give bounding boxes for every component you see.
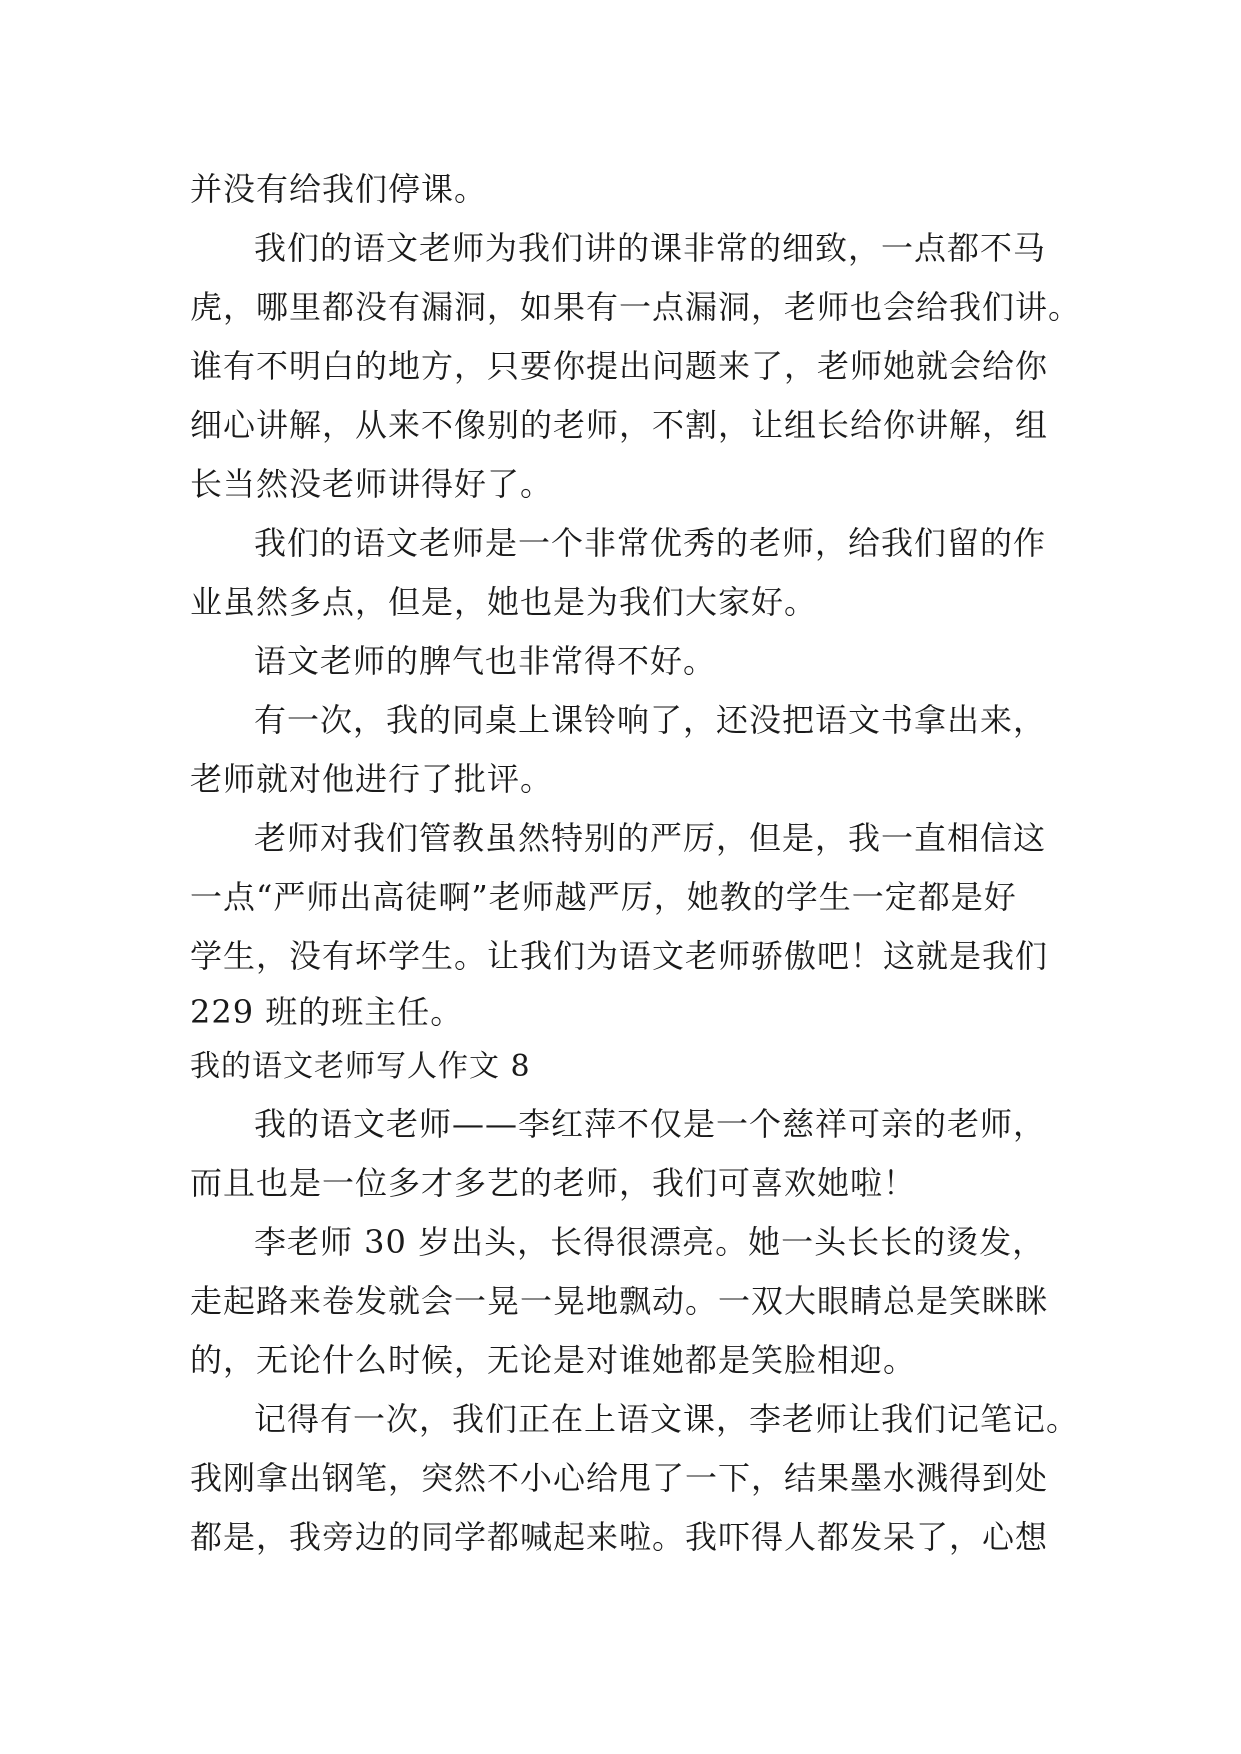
text-line: 而且也是一位多才多艺的老师，我们可喜欢她啦！ (190, 1164, 917, 1202)
section-heading: 我的语文老师写人作文 8 (190, 1049, 531, 1084)
text-line: 老师就对他进行了批评。 (190, 760, 554, 798)
text-line: 语文老师的脾气也非常得不好。 (254, 642, 717, 680)
text-line: 我们的语文老师是一个非常优秀的老师，给我们留的作 (254, 524, 1047, 562)
text-line: 长当然没老师讲得好了。 (190, 465, 554, 503)
text-line: 并没有给我们停课。 (190, 170, 488, 208)
text-line: 虎，哪里都没有漏洞，如果有一点漏洞，老师也会给我们讲。 (190, 288, 1082, 326)
text-line: 都是，我旁边的同学都喊起来啦。我吓得人都发呆了，心想 (190, 1518, 1049, 1556)
text-line: 我的语文老师——李红萍不仅是一个慈祥可亲的老师， (254, 1105, 1047, 1143)
text-line: 229 班的班主任。 (190, 993, 464, 1031)
text-line: 业虽然多点，但是，她也是为我们大家好。 (190, 583, 818, 621)
document-body (190, 160, 1082, 1567)
text-line: 走起路来卷发就会一晃一晃地飘动。一双大眼睛总是笑眯眯 (190, 1282, 1049, 1320)
text-line: 记得有一次，我们正在上语文课，李老师让我们记笔记。 (254, 1400, 1080, 1438)
text-line: 我刚拿出钢笔，突然不小心给甩了一下，结果墨水溅得到处 (190, 1459, 1049, 1497)
text-line: 细心讲解，从来不像别的老师，不割，让组长给你讲解，组 (190, 406, 1049, 444)
text-line: 有一次，我的同桌上课铃响了，还没把语文书拿出来， (254, 701, 1047, 739)
text-line: 老师对我们管教虽然特别的严厉，但是，我一直相信这 (254, 819, 1047, 857)
text-line: 谁有不明白的地方，只要你提出问题来了，老师她就会给你 (190, 347, 1049, 385)
text-line: 我们的语文老师为我们讲的课非常的细致，一点都不马 (254, 229, 1047, 267)
text-line: 的，无论什么时候，无论是对谁她都是笑脸相迎。 (190, 1341, 917, 1379)
text-line: 李老师 30 岁出头，长得很漂亮。她一头长长的烫发， (254, 1223, 1046, 1261)
text-line: 学生，没有坏学生。让我们为语文老师骄傲吧！这就是我们 (190, 937, 1049, 975)
text-line: 一点“严师出高徒啊”老师越严厉，她教的学生一定都是好 (190, 878, 1017, 916)
